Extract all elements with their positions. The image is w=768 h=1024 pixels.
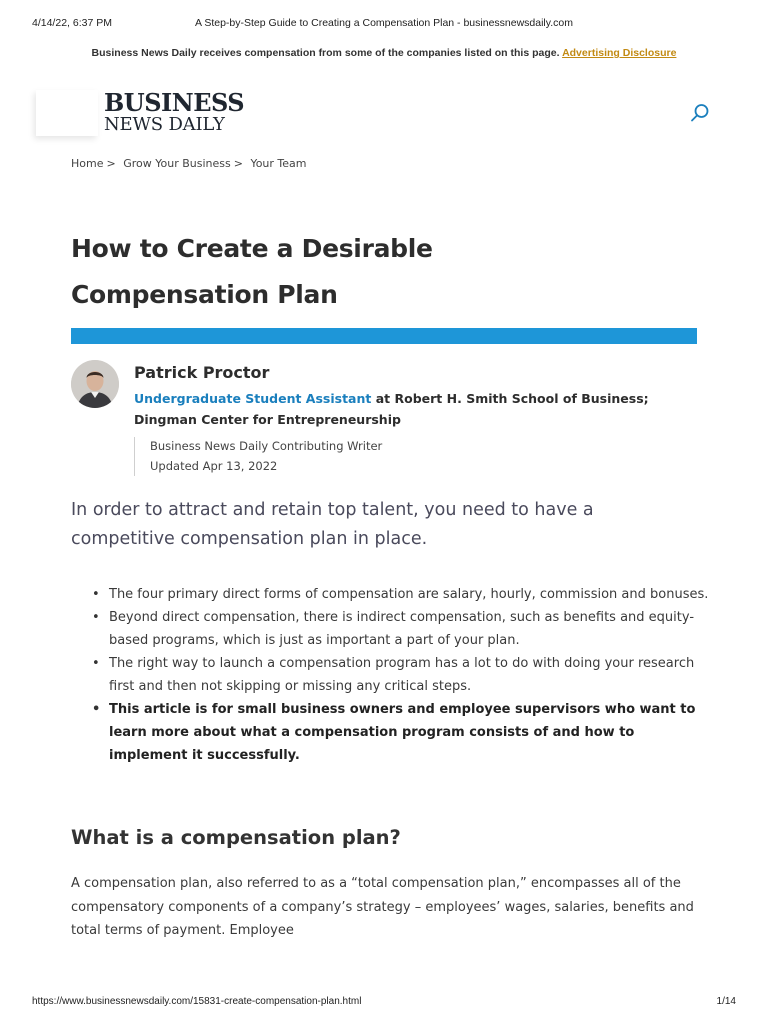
author-affiliation: at Robert H. Smith School of Business; Dingman Center for Entrepreneurship xyxy=(134,391,649,427)
breadcrumb-grow-your-business[interactable]: Grow Your Business xyxy=(123,157,231,170)
body-paragraph: A compensation plan, also referred to as a “total compensation plan,” encompasses all of the compensatory components of a company’s strategy – employees’ wages, salaries, benefits and total terms of payment. Employee xyxy=(71,876,694,938)
advertising-disclosure-link[interactable]: Advertising Disclosure xyxy=(562,47,677,59)
author-photo xyxy=(71,360,119,408)
page-title-line-2: Compensation Plan xyxy=(71,280,338,309)
print-footer xyxy=(0,996,768,1010)
breadcrumb-your-team[interactable]: Your Team xyxy=(250,157,307,170)
title-accent-bar xyxy=(71,328,697,344)
list-item: • The four primary direct forms of compensation are salary, hourly, commission and bonuses. xyxy=(92,583,712,606)
author-role xyxy=(134,388,694,430)
author-name[interactable]: Patrick Proctor xyxy=(134,363,270,382)
author-role-link[interactable]: Undergraduate Student Assistant xyxy=(134,391,372,406)
breadcrumb xyxy=(71,157,307,170)
author-avatar[interactable] xyxy=(71,360,119,408)
search-icon xyxy=(688,101,712,125)
print-datetime: 4/14/22, 6:37 PM xyxy=(32,17,112,29)
print-header xyxy=(0,17,768,31)
logo-line-2: NEWS DAILY xyxy=(104,114,225,135)
advertising-disclosure-banner xyxy=(0,46,768,60)
breadcrumb-separator: > xyxy=(106,157,116,170)
print-page-count: 1/14 xyxy=(716,996,736,1007)
author-contributor-label: Business News Daily Contributing Writer xyxy=(150,439,383,453)
search-button[interactable] xyxy=(688,101,712,125)
section-heading: What is a compensation plan? xyxy=(71,826,401,849)
page-title xyxy=(71,226,691,318)
logo-badge xyxy=(36,90,98,136)
article-lede: In order to attract and retain top talent, you need to have a competitive compensation plan in place. xyxy=(71,500,594,549)
logo-line-1: BUSINESS xyxy=(104,88,245,117)
breadcrumb-separator: > xyxy=(233,157,243,170)
list-item: • The right way to launch a compensation program has a lot to do with doing your research first and then not skipping or missing any critical steps. xyxy=(92,652,712,698)
print-page-title: A Step-by-Step Guide to Creating a Compensation Plan - businessnewsdaily.com xyxy=(194,17,573,29)
key-takeaways-list xyxy=(92,583,712,767)
site-logo[interactable] xyxy=(104,90,244,135)
breadcrumb-home[interactable]: Home xyxy=(71,157,104,170)
list-item: • Beyond direct compensation, there is indirect compensation, such as benefits and equity-based programs, which is just as important a part of your plan. xyxy=(92,606,712,652)
print-url: https://www.businessnewsdaily.com/15831-create-compensation-plan.html xyxy=(32,996,362,1007)
list-item: • This article is for small business owners and employee supervisors who want to learn more about what a compensation program consists of and how to implement it successfully. xyxy=(92,698,712,767)
author-meta xyxy=(134,437,382,476)
article-updated-date: Updated Apr 13, 2022 xyxy=(150,458,278,473)
disclosure-text: Business News Daily receives compensation from some of the companies listed on this page. xyxy=(91,47,560,59)
page-title-line-1: How to Create a Desirable xyxy=(71,234,433,263)
